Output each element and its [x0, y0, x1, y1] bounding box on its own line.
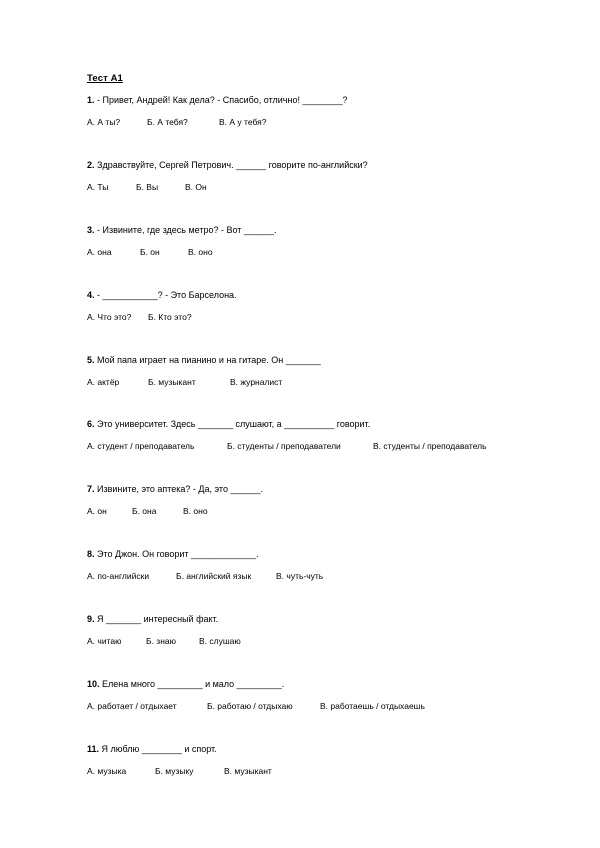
- options-3: [87, 246, 213, 258]
- options-11: [87, 765, 272, 777]
- question-8: [87, 548, 259, 560]
- question-text: Это университет. Здесь _______ слушают, а __________ говорит.: [97, 419, 371, 429]
- question-number: 1.: [87, 95, 95, 105]
- option-a: А. музыка: [87, 766, 127, 776]
- option-b: Б. Кто это?: [148, 312, 192, 322]
- question-1: [87, 94, 348, 106]
- question-2: [87, 159, 368, 171]
- option-a: А. Ты: [87, 182, 109, 192]
- option-c: В. слушаю: [199, 636, 241, 646]
- question-text: Я _______ интересный факт.: [97, 614, 219, 624]
- options-1: [87, 116, 266, 128]
- option-a: А. читаю: [87, 636, 122, 646]
- question-5: [87, 354, 321, 366]
- question-number: 11.: [87, 744, 100, 754]
- option-b: Б. она: [132, 506, 157, 516]
- question-4: [87, 289, 237, 301]
- option-a: А. студент / преподаватель: [87, 441, 195, 451]
- option-c: В. оно: [188, 247, 213, 257]
- question-number: 2.: [87, 160, 95, 170]
- option-b: Б. студенты / преподаватели: [227, 441, 341, 451]
- question-number: 4.: [87, 290, 95, 300]
- question-9: [87, 613, 218, 625]
- option-a: А. по-английски: [87, 571, 150, 581]
- question-number: 6.: [87, 419, 95, 429]
- option-c: В. А у тебя?: [219, 117, 267, 127]
- option-b: Б. музыку: [155, 766, 194, 776]
- question-number: 7.: [87, 484, 95, 494]
- option-c: В. работаешь / отдыхаешь: [320, 701, 425, 711]
- question-number: 5.: [87, 355, 95, 365]
- question-text: - Извините, где здесь метро? - Вот ______.: [97, 225, 277, 235]
- option-b: Б. музыкант: [148, 377, 196, 387]
- question-11: [87, 743, 217, 755]
- question-text: Я люблю ________ и спорт.: [101, 744, 217, 754]
- options-5: [87, 376, 282, 388]
- option-c: В. студенты / преподаватель: [373, 441, 487, 451]
- option-b: Б. знаю: [146, 636, 176, 646]
- option-c: В. Он: [185, 182, 207, 192]
- options-8: [87, 570, 323, 582]
- option-c: В. оно: [183, 506, 208, 516]
- question-7: [87, 483, 263, 495]
- options-4: [87, 311, 192, 323]
- question-text: Это Джон. Он говорит _____________.: [97, 549, 259, 559]
- question-text: Мой папа играет на пианино и на гитаре. Он _______: [97, 355, 321, 365]
- option-b: Б. он: [140, 247, 160, 257]
- option-a: А. Что это?: [87, 312, 132, 322]
- test-title: Тест А1: [87, 73, 123, 84]
- question-text: Здравствуйте, Сергей Петрович. ______ говорите по-английски?: [97, 160, 368, 170]
- option-b: Б. английский язык: [176, 571, 252, 581]
- question-number: 9.: [87, 614, 95, 624]
- options-10: [87, 700, 425, 712]
- question-6: [87, 418, 370, 430]
- question-text: Извините, это аптека? - Да, это ______.: [97, 484, 263, 494]
- option-b: Б. Вы: [136, 182, 159, 192]
- option-c: В. чуть-чуть: [276, 571, 324, 581]
- question-text: - ___________? - Это Барселона.: [97, 290, 237, 300]
- option-a: А. А ты?: [87, 117, 121, 127]
- question-10: [87, 678, 284, 690]
- option-b: Б. работаю / отдыхаю: [207, 701, 293, 711]
- option-a: А. работает / отдыхает: [87, 701, 177, 711]
- option-a: А. она: [87, 247, 112, 257]
- options-7: [87, 505, 208, 517]
- options-9: [87, 635, 241, 647]
- option-b: Б. А тебя?: [147, 117, 188, 127]
- option-c: В. музыкант: [224, 766, 272, 776]
- question-number: 10.: [87, 679, 100, 689]
- option-a: А. актёр: [87, 377, 120, 387]
- question-text: Елена много _________ и мало _________.: [102, 679, 285, 689]
- question-number: 8.: [87, 549, 95, 559]
- question-text: - Привет, Андрей! Как дела? - Спасибо, отлично! ________?: [97, 95, 348, 105]
- option-c: В. журналист: [230, 377, 283, 387]
- options-6: [87, 440, 487, 452]
- options-2: [87, 181, 207, 193]
- option-a: А. он: [87, 506, 107, 516]
- question-3: [87, 224, 276, 236]
- question-number: 3.: [87, 225, 95, 235]
